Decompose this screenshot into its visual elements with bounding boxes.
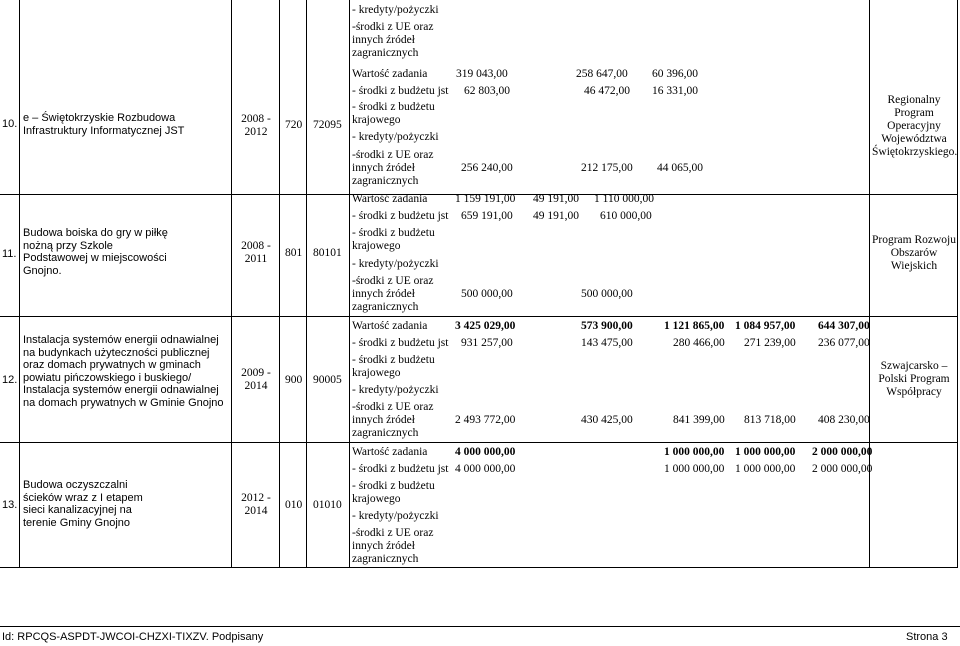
value-year: 1 121 865,00 xyxy=(664,320,725,332)
value-year: 280 466,00 xyxy=(673,337,725,349)
label-ue-line1: -środki z UE oraz xyxy=(352,149,434,161)
value-year: 1 000 000,00 xyxy=(735,446,796,458)
value-year: 1 084 957,00 xyxy=(735,320,796,332)
value-year: 236 077,00 xyxy=(818,337,870,349)
value-year: 1 000 000,00 xyxy=(664,463,725,475)
value-year: 573 900,00 xyxy=(581,320,633,332)
task-name: Instalacja systemów energii odnawialnej na budynkach użyteczności publicznej oraz domach prywatnych w gminach powiatu pińczowskiego i buskiego/ Instalacja systemów energii odnawialnej na domach prywatnych w Gminie Gnojno xyxy=(23,334,224,409)
row-number: 12. xyxy=(2,374,18,386)
value-year: 16 331,00 xyxy=(652,85,698,97)
task-years: 2008 - 2012 xyxy=(241,113,271,138)
row-number: 10. xyxy=(2,118,18,130)
table-border-left xyxy=(19,0,20,568)
label-ue-line2: innych źródeł xyxy=(352,34,415,46)
value-year: 143 475,00 xyxy=(581,337,633,349)
label-ue-line2: innych źródeł xyxy=(352,288,415,300)
label-krajowy-line2: krajowego xyxy=(352,367,401,379)
label-ue-line2: innych źródeł xyxy=(352,414,415,426)
label-jst: - środki z budżetu jst xyxy=(352,337,449,349)
task-years: 2012 - 2014 xyxy=(241,492,271,517)
task-name: e – Świętokrzyskie Rozbudowa Infrastruktury Informatycznej JST xyxy=(23,112,185,137)
value-year: 1 110 000,00 xyxy=(594,193,654,205)
task-name: Budowa oczyszczalni ścieków wraz z I etapem sieci kanalizacyjnej na terenie Gminy Gnojno xyxy=(23,479,143,529)
value-year: 813 718,00 xyxy=(744,414,796,426)
value-total: 4 000 000,00 xyxy=(455,446,516,458)
value-year: 271 239,00 xyxy=(744,337,796,349)
value-year: 1 000 000,00 xyxy=(735,463,796,475)
value-total: 62 803,00 xyxy=(464,85,510,97)
task-dzial: 801 xyxy=(285,247,303,259)
task-years: 2008 - 2011 xyxy=(241,240,271,265)
table-border-right xyxy=(957,0,958,568)
value-year: 644 307,00 xyxy=(818,320,870,332)
label-wartosc: Wartość zadania xyxy=(352,446,428,458)
value-total: 319 043,00 xyxy=(456,68,508,80)
label-wartosc: Wartość zadania xyxy=(352,320,428,332)
row-divider-11-12 xyxy=(0,316,958,317)
col-divider-years xyxy=(279,0,280,568)
value-year: 49 191,00 xyxy=(533,193,579,205)
row-number: 13. xyxy=(2,499,18,511)
label-jst: - środki z budżetu jst xyxy=(352,85,449,97)
label-krajowy-line1: - środki z budżetu xyxy=(352,354,435,366)
label-jst: - środki z budżetu jst xyxy=(352,210,449,222)
funding-program: Regionalny Program Operacyjny Województwa Świętokrzyskiego. xyxy=(872,94,958,158)
label-ue-line3: zagranicznych xyxy=(352,427,419,439)
label-ue-line2: innych źródeł xyxy=(352,540,415,552)
task-rozdzial: 72095 xyxy=(313,119,342,131)
value-year: 841 399,00 xyxy=(673,414,725,426)
value-total: 1 159 191,00 xyxy=(455,193,516,205)
value-total: 4 000 000,00 xyxy=(455,463,516,475)
value-total: 3 425 029,00 xyxy=(455,320,516,332)
task-years: 2009 - 2014 xyxy=(241,367,271,392)
label-ue-line1: -środki z UE oraz xyxy=(352,275,434,287)
footer-page-number: Strona 3 xyxy=(906,631,948,643)
footer-divider xyxy=(0,626,960,627)
label-jst: - środki z budżetu jst xyxy=(352,463,449,475)
table-bottom-border xyxy=(0,567,958,568)
label-ue-line2: innych źródeł xyxy=(352,162,415,174)
task-rozdzial: 80101 xyxy=(313,247,342,259)
label-ue-line3: zagranicznych xyxy=(352,175,419,187)
value-total: 256 240,00 xyxy=(461,162,513,174)
value-year: 46 472,00 xyxy=(584,85,630,97)
label-krajowy-line2: krajowego xyxy=(352,493,401,505)
task-rozdzial: 90005 xyxy=(313,374,342,386)
value-total: 931 257,00 xyxy=(461,337,513,349)
label-krajowy-line1: - środki z budżetu xyxy=(352,227,435,239)
value-year: 60 396,00 xyxy=(652,68,698,80)
value-year: 2 000 000,00 xyxy=(812,446,873,458)
label-wartosc: Wartość zadania xyxy=(352,193,428,205)
label-wartosc: Wartość zadania xyxy=(352,68,428,80)
label-kredyty: - kredyty/pożyczki xyxy=(352,384,439,396)
task-dzial: 010 xyxy=(285,499,303,511)
value-year: 408 230,00 xyxy=(818,414,870,426)
label-ue-line3: zagranicznych xyxy=(352,553,419,565)
task-rozdzial: 01010 xyxy=(313,499,342,511)
value-total: 2 493 772,00 xyxy=(455,414,516,426)
value-total: 500 000,00 xyxy=(461,288,513,300)
task-dzial: 720 xyxy=(285,119,303,131)
label-krajowy-line1: - środki z budżetu xyxy=(352,480,435,492)
col-divider-dzial xyxy=(306,0,307,568)
funding-program: Szwajcarsko – Polski Program Współpracy xyxy=(878,360,950,398)
label-kredyty: - kredyty/pożyczki xyxy=(352,510,439,522)
label-ue-line3: zagranicznych xyxy=(352,301,419,313)
funding-program: Program Rozwoju Obszarów Wiejskich xyxy=(872,234,957,272)
col-divider-rozdzial xyxy=(349,0,350,568)
value-year: 1 000 000,00 xyxy=(664,446,725,458)
value-year: 44 065,00 xyxy=(657,162,703,174)
value-year: 2 000 000,00 xyxy=(812,463,873,475)
task-dzial: 900 xyxy=(285,374,303,386)
label-kredyty: - kredyty/pożyczki xyxy=(352,131,439,143)
task-name: Budowa boiska do gry w piłkę nożną przy Szkole Podstawowej w miejscowości Gnojno. xyxy=(23,227,168,277)
value-year: 430 425,00 xyxy=(581,414,633,426)
row-divider-12-13 xyxy=(0,442,958,443)
label-kredyty: - kredyty/pożyczki xyxy=(352,258,439,270)
col-divider-program xyxy=(869,0,870,568)
label-ue-line1: -środki z UE oraz xyxy=(352,527,434,539)
label-krajowy-line2: krajowego xyxy=(352,114,401,126)
value-year: 500 000,00 xyxy=(581,288,633,300)
label-ue-line3: zagranicznych xyxy=(352,47,419,59)
value-year: 610 000,00 xyxy=(600,210,652,222)
label-ue-line1: -środki z UE oraz xyxy=(352,401,434,413)
value-year: 212 175,00 xyxy=(581,162,633,174)
footer-document-id: Id: RPCQS-ASPDT-JWCOI-CHZXI-TIXZV. Podpisany xyxy=(2,631,264,643)
label-krajowy-line1: - środki z budżetu xyxy=(352,101,435,113)
label-krajowy-line2: krajowego xyxy=(352,240,401,252)
value-year: 258 647,00 xyxy=(576,68,628,80)
label-kredyty: - kredyty/pożyczki xyxy=(352,4,439,16)
col-divider-name xyxy=(231,0,232,568)
row-number: 11. xyxy=(2,248,17,260)
value-total: 659 191,00 xyxy=(461,210,513,222)
label-ue-line1: -środki z UE oraz xyxy=(352,21,434,33)
value-year: 49 191,00 xyxy=(533,210,579,222)
